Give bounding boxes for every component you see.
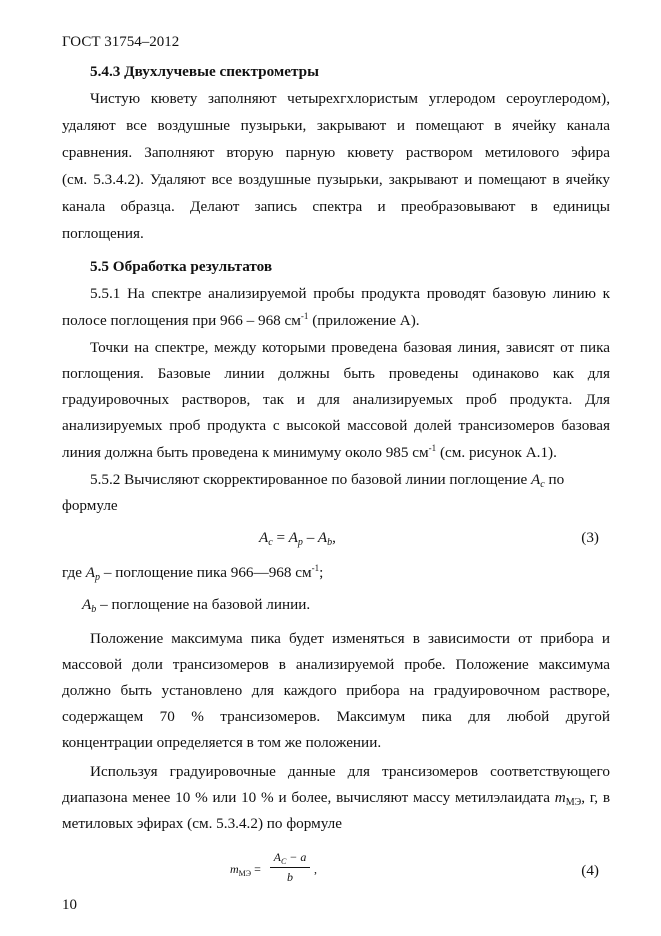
paragraph-line: Чистую кювету заполняют четырехгхлористым углеродом сероуглеродом), — [90, 90, 610, 107]
section-heading-5-4-3: 5.4.3 Двухлучевые спектрометры — [90, 63, 319, 80]
formula-4-comma: , — [314, 862, 317, 876]
formula-4-numerator: $A_C - a$ — [273, 850, 307, 866]
paragraph-line: линия должна быть проведена к минимуму около 985 $см^{-1}$ (см. рисунок А.1). — [62, 443, 557, 461]
formula-explanation-ab: $A_b$ – поглощение на базовой линии. — [82, 596, 311, 615]
paragraph-line: должно быть установлено для каждого прибора на градуировочном растворе, — [62, 682, 610, 699]
paragraph-line: градуировочных растворов, так и для анализируемых проб продукта. Для — [62, 391, 610, 408]
paragraph-line: сравнения. Заполняют вторую парную кювету раствором метилового эфира — [62, 144, 610, 161]
paragraph-line: 5.5.1 На спектре анализируемой пробы продукта проводят базовую линию к — [90, 285, 610, 302]
paragraph-line: Используя градуировочные данные для трансизомеров соответствующего — [90, 763, 610, 780]
paragraph-line: диапазона менее 10 % или 10 % и более, вычисляют массу метилэлаидата $m_{МЭ}$, г, в — [62, 789, 611, 808]
paragraph-line: удаляют все воздушные пузырьки, закрывают и помещают в ячейку канала — [62, 117, 610, 134]
paragraph-line: массовой доли трансизомеров в анализируемой пробе. Положение максимума — [62, 656, 610, 673]
paragraph-line: формуле — [62, 497, 118, 514]
paragraph-line: Точки на спектре, между которыми проведена базовая линия, зависят от пика — [90, 339, 610, 356]
paragraph-line: (см. 5.3.4.2). Удаляют все воздушные пузырьки, закрывают и помещают в ячейку — [62, 171, 610, 188]
paragraph-line: поглощения. Базовые линии должны быть проведены одинаково как для — [62, 365, 610, 382]
formula-number-4: (4) — [581, 862, 599, 879]
page-number: 10 — [62, 897, 77, 913]
formula-3: $A_c = A_p - A_b$, — [259, 529, 336, 548]
paragraph-line: концентрации определяется в том же положении. — [62, 734, 382, 751]
standard-header: ГОСТ 31754–2012 — [62, 34, 180, 50]
paragraph-line: содержащем 70 % трансизомеров. Максимум пика для любой другой — [62, 708, 610, 725]
paragraph-line: метиловых эфирах (см. 5.3.4.2) по формуле — [62, 815, 342, 832]
paragraph-line: 5.5.2 Вычисляют скорректированное по базовой линии поглощение $A_c$ по — [90, 471, 565, 490]
paragraph-line: поглощения. — [62, 225, 144, 242]
formula-4-denominator: b — [287, 870, 293, 884]
formula-explanation-ap: где $A_p$ – поглощение пика 966—968 $см^{-1}$; — [62, 563, 324, 583]
formula-4-lhs: $m_{МЭ}$ = — [230, 862, 261, 878]
paragraph-line: анализируемых проб продукта с высокой массовой долей трансизомеров базовая — [62, 417, 610, 434]
paragraph-line: канала образца. Делают запись спектра и преобразовывают в единицы — [62, 198, 610, 215]
paragraph-line: полосе поглощения при 966 – 968 $см^{-1}$ (приложение А). — [62, 311, 420, 329]
fraction-bar — [270, 867, 310, 868]
formula-number-3: (3) — [581, 529, 599, 546]
paragraph-line: Положение максимума пика будет изменяться в зависимости от прибора и — [90, 630, 610, 647]
section-heading-5-5: 5.5 Обработка результатов — [90, 258, 273, 275]
